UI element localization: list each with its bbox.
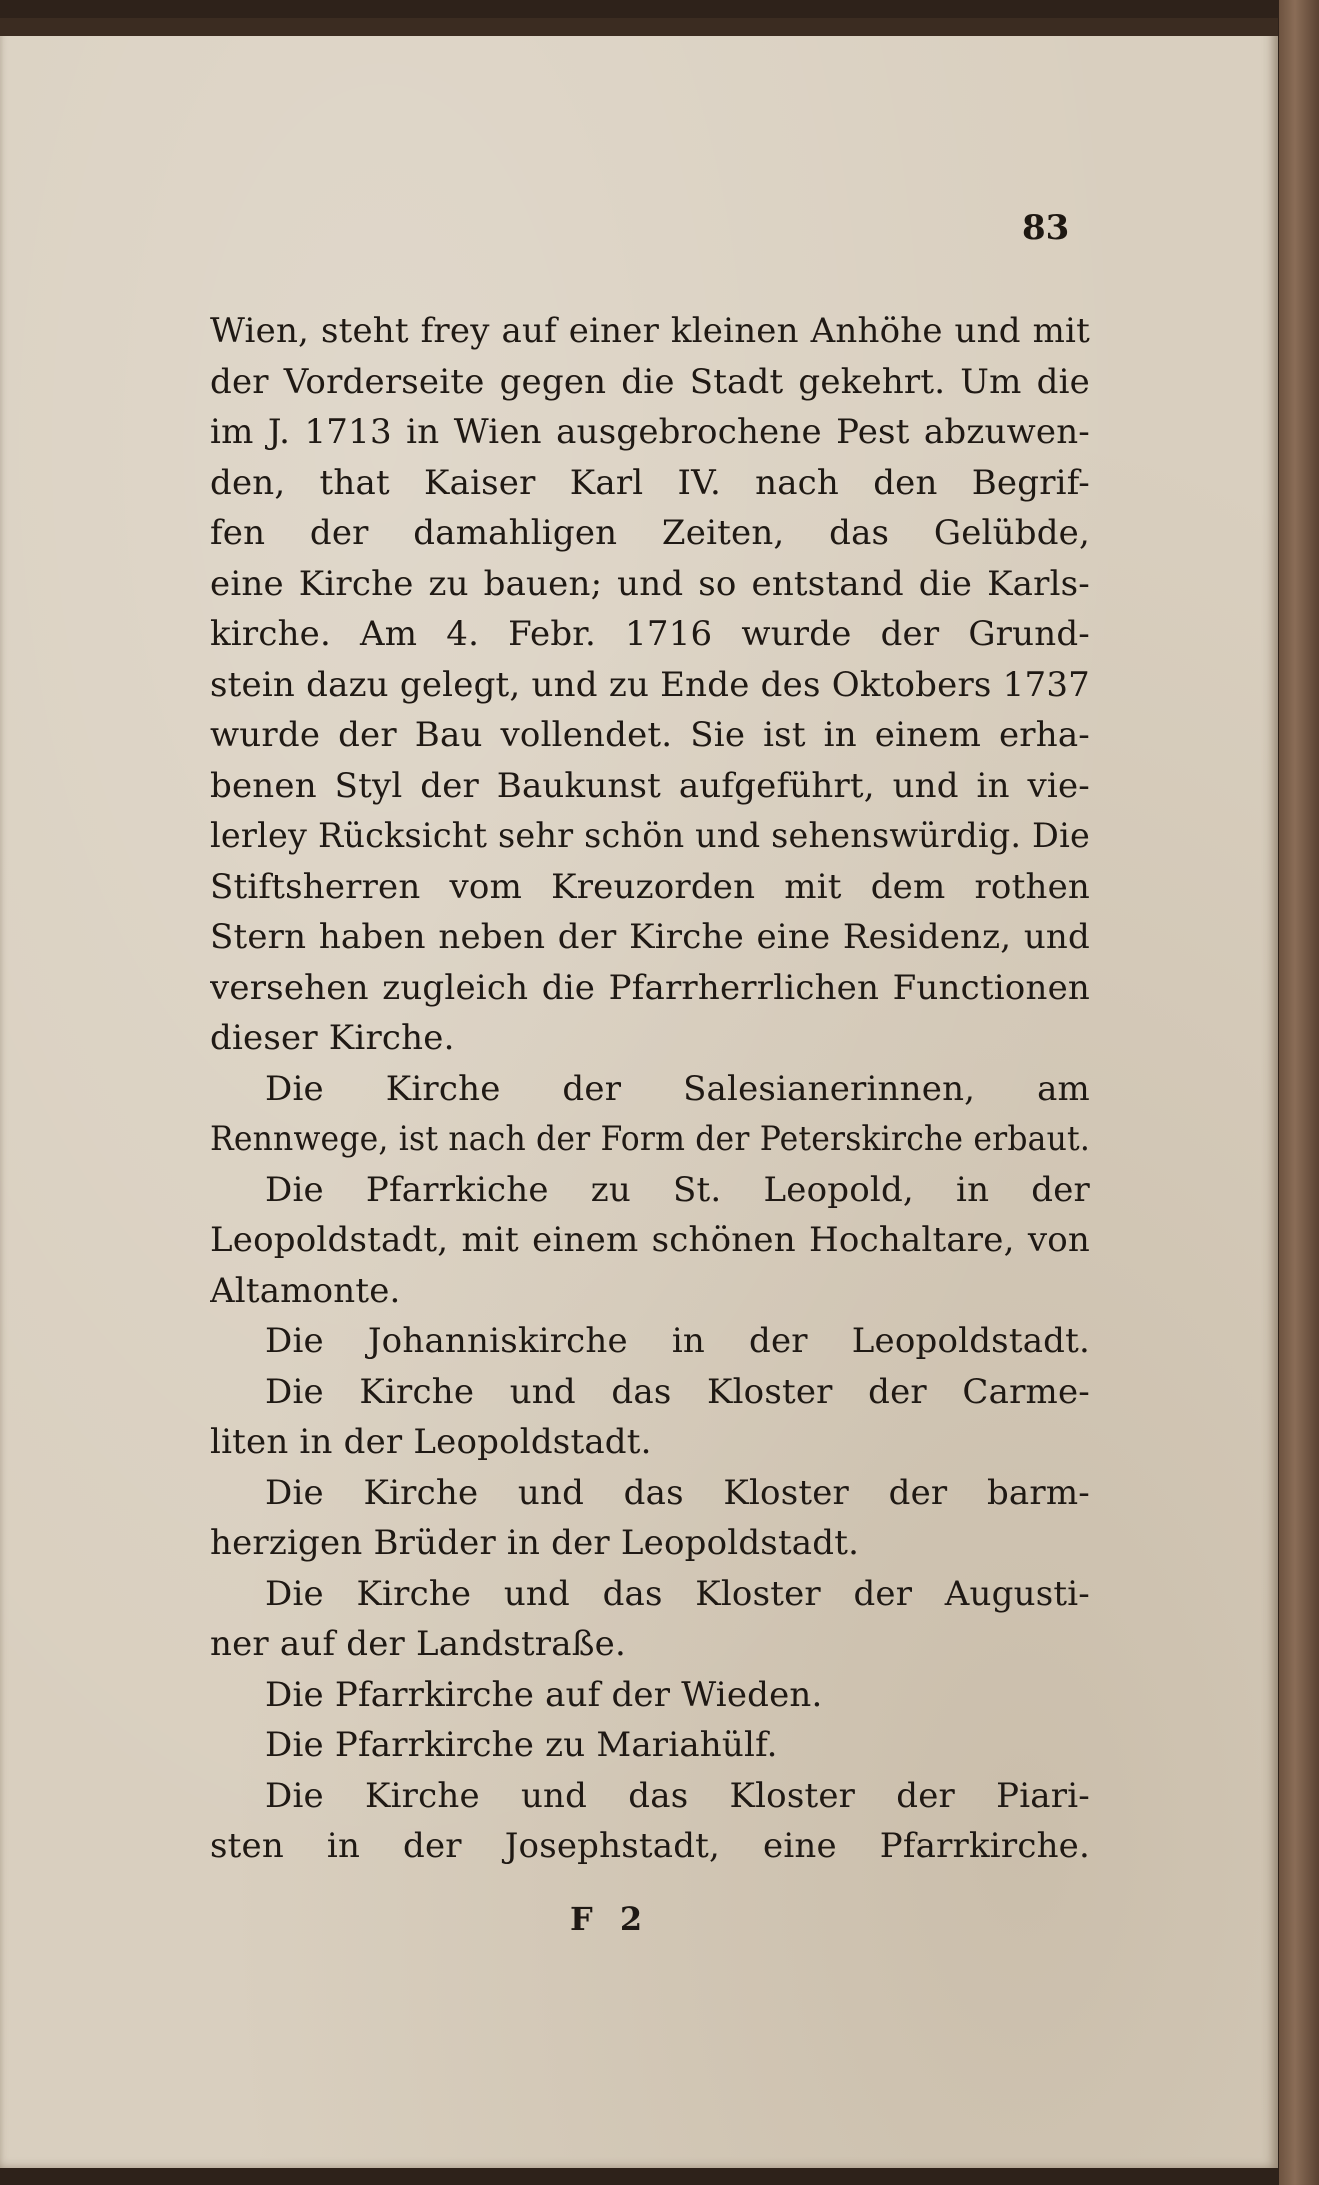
text-line: Die Pfarrkiche zu St. Leopold, in der bbox=[265, 1169, 1090, 1210]
text-line: Wien, steht frey auf einer kleinen Anhöhe und mit bbox=[210, 311, 1090, 351]
text-line: Rennwege, ist nach der Form der Peterskirche erbaut. bbox=[210, 1119, 1090, 1159]
text-line: Die Johanniskirche in der Leopoldstadt. bbox=[265, 1321, 1090, 1361]
text-line: Altamonte. bbox=[210, 1270, 401, 1311]
text-line: versehen zugleich die Pfarrherrlichen Functionen bbox=[210, 967, 1090, 1008]
text-line: den, that Kaiser Karl IV. nach den Begrif- bbox=[210, 462, 1090, 503]
page-edge bbox=[1279, 0, 1319, 2185]
text-line: liten in der Leopoldstadt. bbox=[210, 1422, 652, 1462]
text-line: sten in der Josephstadt, eine Pfarrkirche. bbox=[210, 1826, 1090, 1866]
text-line: Die Pfarrkirche zu Mariahülf. bbox=[265, 1725, 778, 1765]
text-line: im J. 1713 in Wien ausgebrochene Pest abzuwen- bbox=[210, 412, 1090, 452]
text-line: wurde der Bau vollendet. Sie ist in einem erha- bbox=[210, 715, 1090, 755]
book-page bbox=[0, 18, 1278, 2168]
text-line: Stern haben neben der Kirche eine Residenz, und bbox=[210, 917, 1090, 957]
text-line: Stiftsherren vom Kreuzorden mit dem rothen bbox=[210, 866, 1090, 907]
text-line: ner auf der Landstraße. bbox=[210, 1624, 626, 1664]
text-line: dieser Kirche. bbox=[210, 1018, 455, 1058]
text-line: herzigen Brüder in der Leopoldstadt. bbox=[210, 1523, 860, 1563]
text-line: eine Kirche zu bauen; und so entstand die Karls- bbox=[210, 563, 1090, 604]
text-line: Die Kirche und das Kloster der barm- bbox=[265, 1472, 1090, 1513]
text-line: fen der damahligen Zeiten, das Gelübde, bbox=[210, 513, 1090, 553]
text-line: stein dazu gelegt, und zu Ende des Oktobers 1737 bbox=[210, 664, 1090, 705]
text-line: Die Kirche und das Kloster der Carme- bbox=[265, 1371, 1090, 1412]
printer-signature: F 2 bbox=[570, 1900, 651, 1938]
text-line: Die Kirche und das Kloster der Augusti- bbox=[265, 1573, 1090, 1614]
body-text bbox=[210, 306, 1090, 1872]
text-line: benen Styl der Baukunst aufgeführt, und in vie- bbox=[210, 765, 1090, 806]
text-line: Die Kirche der Salesianerinnen, am bbox=[265, 1068, 1090, 1109]
text-line: Die Kirche und das Kloster der Piari- bbox=[265, 1775, 1090, 1816]
text-line: Die Pfarrkirche auf der Wieden. bbox=[265, 1674, 823, 1715]
text-line: Leopoldstadt, mit einem schönen Hochaltare, von bbox=[210, 1220, 1090, 1260]
text-line: lerley Rücksicht sehr schön und sehenswürdig. Die bbox=[210, 816, 1090, 856]
page-number: 83 bbox=[1022, 208, 1070, 248]
text-line: der Vorderseite gegen die Stadt gekehrt. Um die bbox=[210, 361, 1090, 402]
text-line: kirche. Am 4. Febr. 1716 wurde der Grund- bbox=[210, 614, 1090, 654]
top-binding-edge bbox=[0, 18, 1278, 36]
